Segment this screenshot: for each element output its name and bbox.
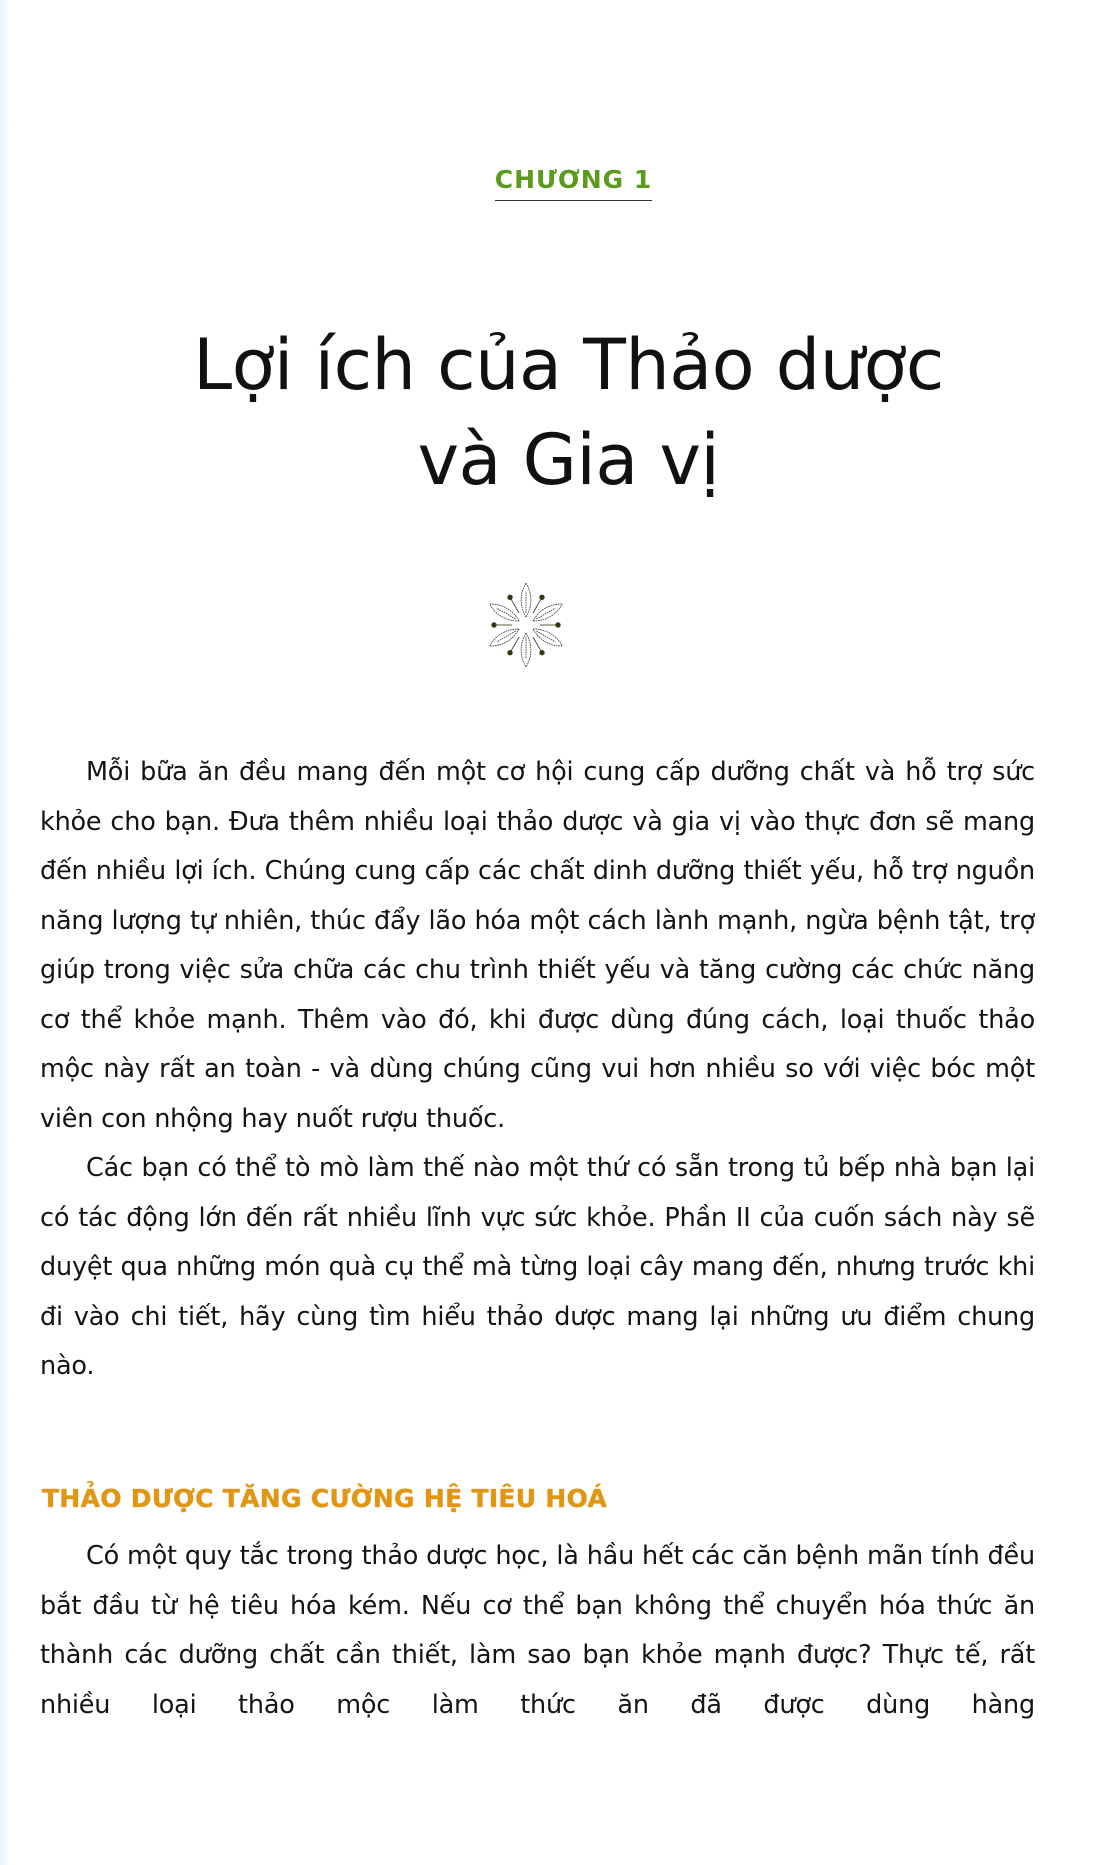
flower-ornament-icon [488, 575, 564, 675]
section-heading: THẢO DƯỢC TĂNG CƯỜNG HỆ TIÊU HOÁ [42, 1484, 608, 1513]
intro-text [40, 748, 1035, 1392]
chapter-label [0, 165, 1117, 201]
page-edge-tint [0, 0, 10, 1865]
paragraph: Mỗi bữa ăn đều mang đến một cơ hội cung cấp dưỡng chất và hỗ trợ sức khỏe cho bạn. Đưa thêm nhiều loại thảo dược và gia vị vào thực đơn sẽ mang đến nhiều lợi ích. Chúng cung cấp các chất dinh dưỡng thiết yếu, hỗ trợ nguồn năng lượng tự nhiên, thúc đẩy lão hóa một cách lành mạnh, ngừa bệnh tật, trợ giúp trong việc sửa chữa các chu trình thiết yếu và tăng cường các chức năng cơ thể khỏe mạnh. Thêm vào đó, khi được dùng đúng cách, loại thuốc thảo mộc này rất an toàn - và dùng chúng cũng vui hơn nhiều so với việc bóc một viên con nhộng hay nuốt rượu thuốc. [40, 757, 1035, 1134]
section-text [40, 1532, 1035, 1730]
chapter-title-line-1: Lợi ích của Thảo dược [193, 324, 944, 406]
chapter-title [0, 318, 1117, 508]
paragraph: Các bạn có thể tò mò làm thế nào một thứ có sẵn trong tủ bếp nhà bạn lại có tác động lớn đến rất nhiều lĩnh vực sức khỏe. Phần II của cuốn sách này sẽ duyệt qua những món quà cụ thể mà từng loại cây mang đến, nhưng trước khi đi vào chi tiết, hãy cùng tìm hiểu thảo dược mang lại những ưu điểm chung nào. [40, 1153, 1035, 1381]
chapter-title-line-2: và Gia vị [417, 419, 720, 501]
chapter-number: CHƯƠNG 1 [495, 165, 653, 201]
paragraph: Có một quy tắc trong thảo dược học, là hầu hết các căn bệnh mãn tính đều bắt đầu từ hệ tiêu hóa kém. Nếu cơ thể bạn không thể chuyển hóa thức ăn thành các dưỡng chất cần thiết, làm sao bạn khỏe mạnh được? Thực tế, rất nhiều loại thảo mộc làm thức ăn đã được dùng hàng [40, 1541, 1035, 1720]
